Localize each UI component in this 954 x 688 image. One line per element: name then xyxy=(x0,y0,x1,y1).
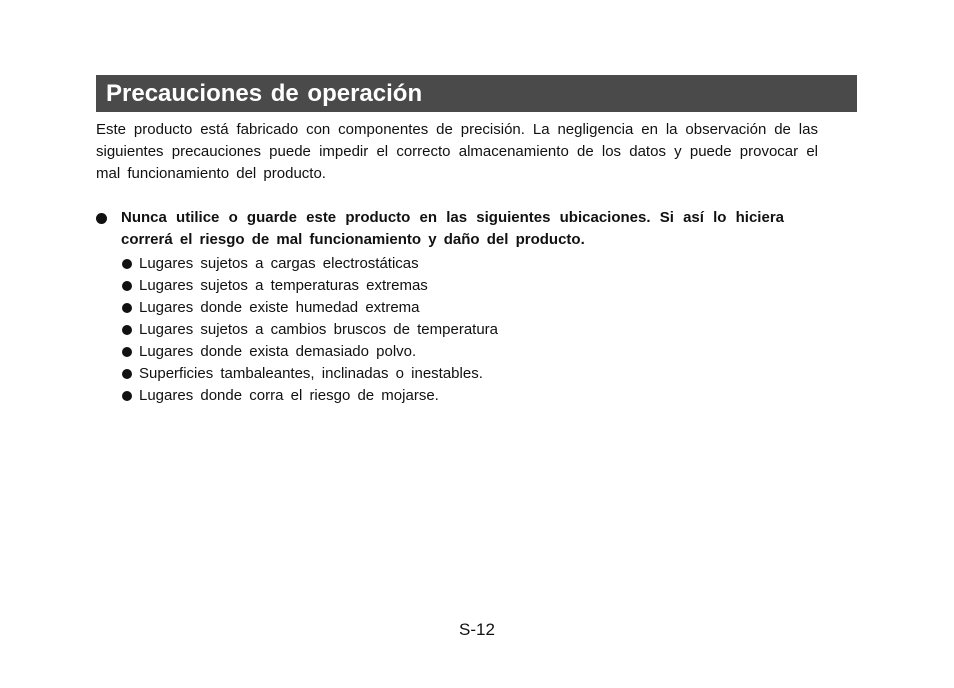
list-item-label: Lugares sujetos a cambios bruscos de temperatura xyxy=(139,321,499,338)
intro-paragraph: Este producto está fabricado con componentes de precisión. La negligencia en la observación de las siguientes precauciones puede impedir el correcto almacenamiento de los datos y puede provocar el mal funcionamiento del producto. xyxy=(96,121,818,182)
warning-block xyxy=(96,207,784,251)
bullet-icon xyxy=(122,347,132,357)
list-item-label: Lugares donde exista demasiado polvo. xyxy=(139,343,417,360)
list-item xyxy=(121,319,498,341)
page-number: S-12 xyxy=(459,620,495,639)
bullet-icon xyxy=(122,281,132,291)
bullet-icon xyxy=(122,303,132,313)
bullet-icon xyxy=(122,391,132,401)
bullet-icon xyxy=(96,213,107,224)
list-item-label: Lugares sujetos a cargas electrostáticas xyxy=(139,255,419,272)
list-item xyxy=(121,297,498,319)
list-item-label: Superficies tambaleantes, inclinadas o inestables. xyxy=(139,365,483,382)
section-title-bar xyxy=(96,75,857,112)
bullet-icon xyxy=(122,325,132,335)
list-item xyxy=(121,253,498,275)
list-item-label: Lugares donde existe humedad extrema xyxy=(139,299,420,316)
location-list xyxy=(121,253,498,407)
bullet-icon xyxy=(122,259,132,269)
list-item-label: Lugares sujetos a temperaturas extremas xyxy=(139,277,428,294)
list-item xyxy=(121,363,498,385)
warning-text: Nunca utilice o guarde este producto en las siguientes ubicaciones. Si así lo hiciera correrá el riesgo de mal funcionamiento y daño del producto. xyxy=(121,209,784,248)
list-item xyxy=(121,385,498,407)
list-item-label: Lugares donde corra el riesgo de mojarse. xyxy=(139,387,439,404)
page-title: Precauciones de operación xyxy=(106,80,423,107)
bullet-icon xyxy=(122,369,132,379)
list-item xyxy=(121,275,498,297)
list-item xyxy=(121,341,498,363)
